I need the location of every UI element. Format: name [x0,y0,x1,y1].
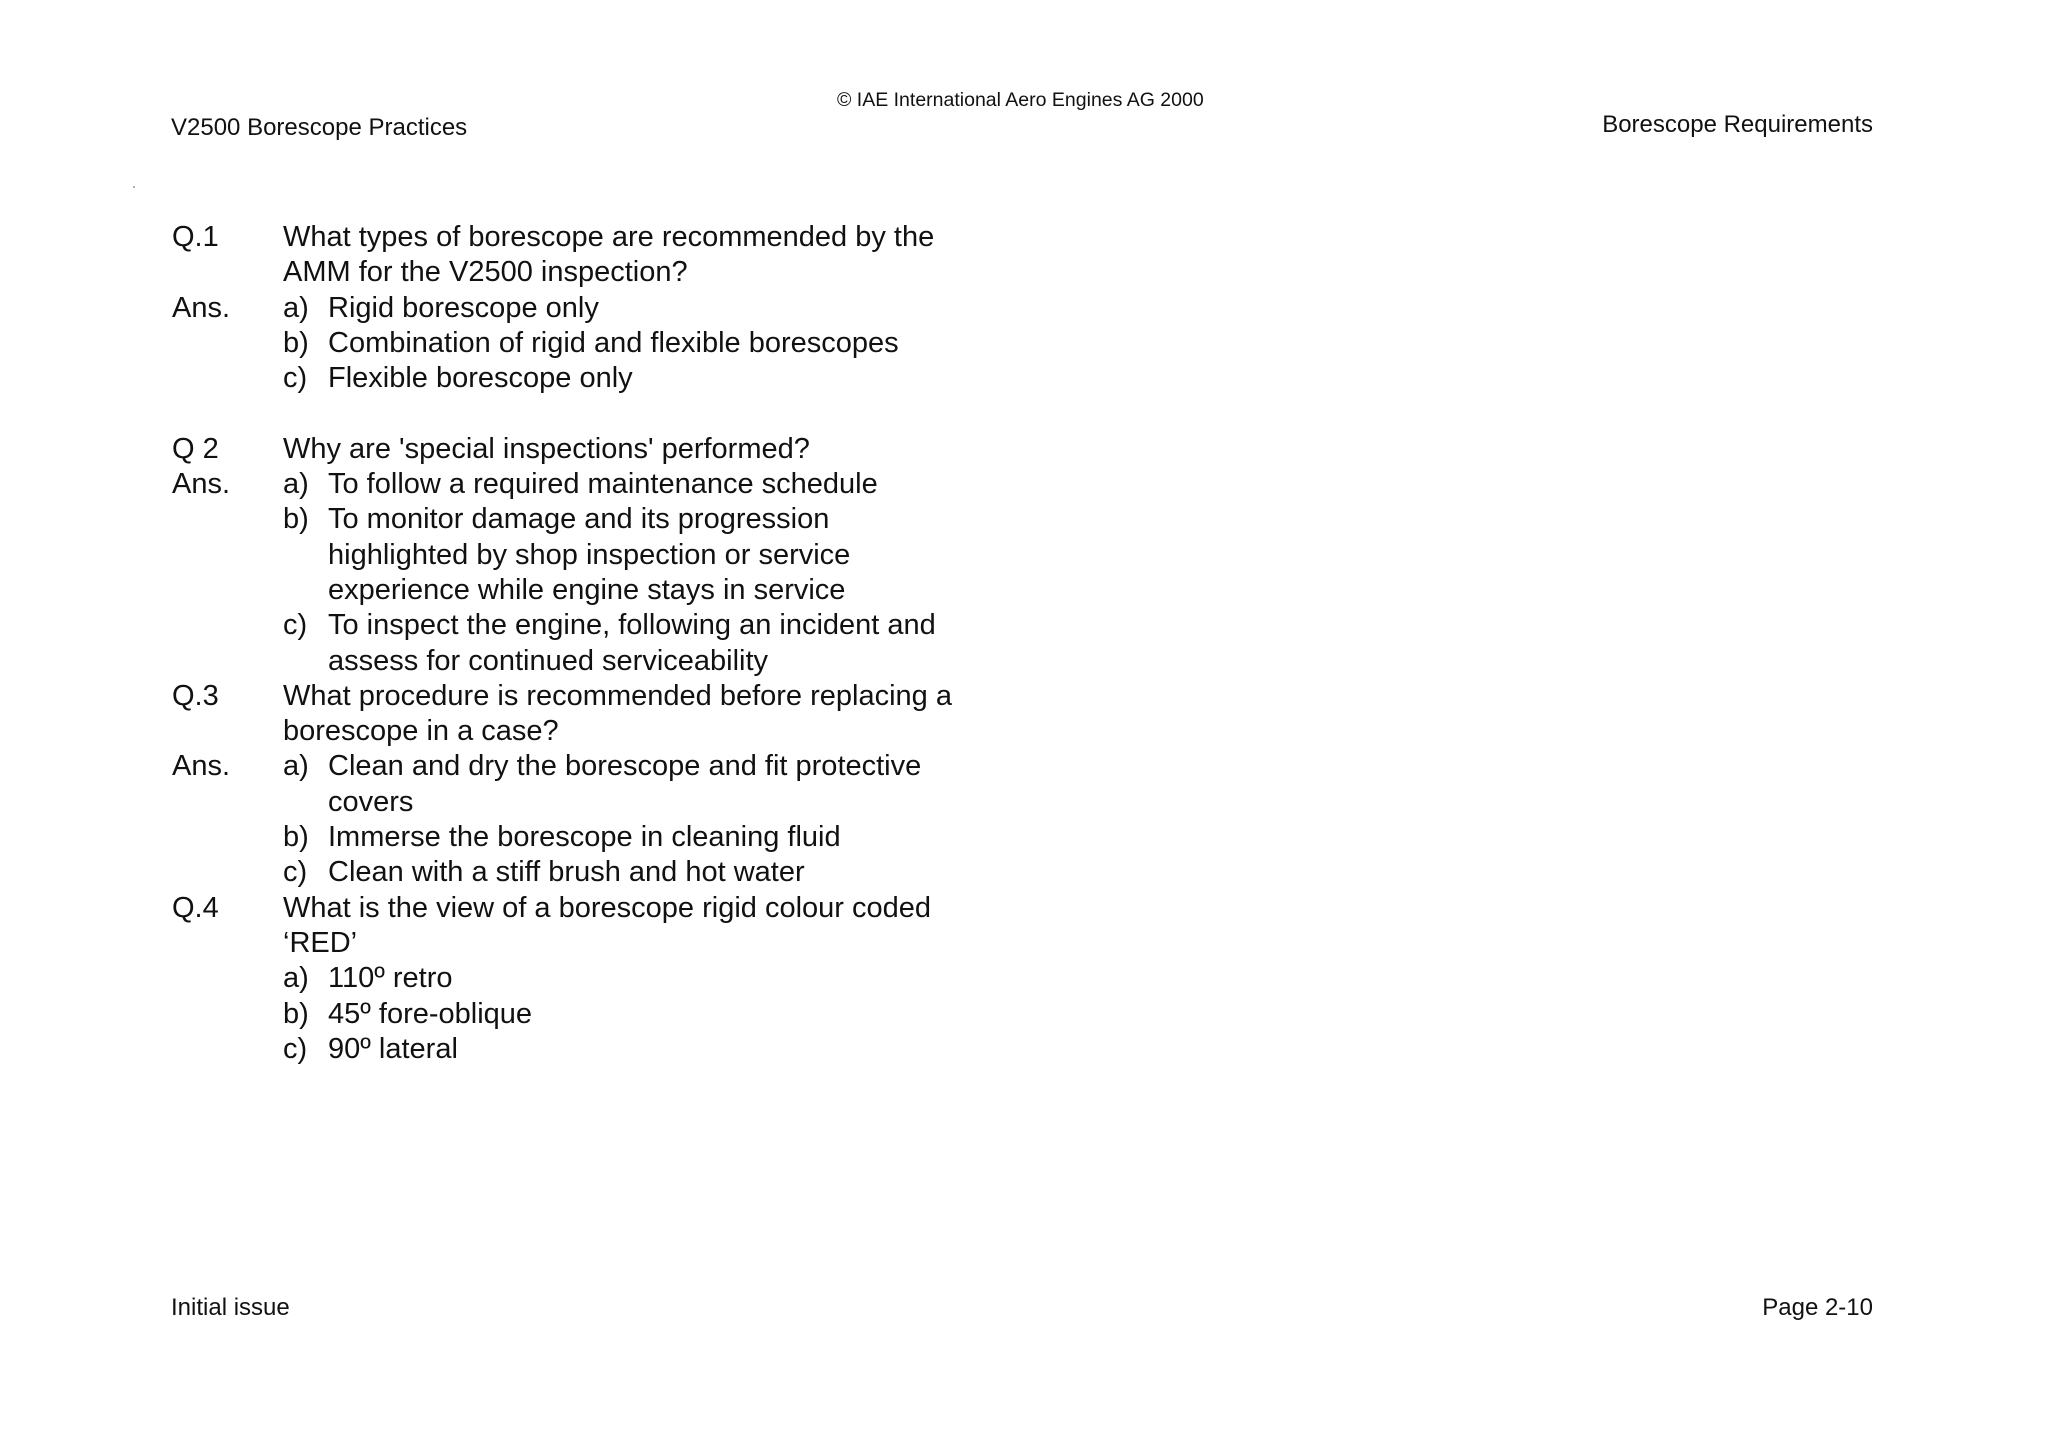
question-line: What procedure is recommended before replacing a [283,679,952,712]
option-line: Rigid borescope only [328,291,599,324]
option-text [328,997,992,1032]
answer-option [283,361,992,396]
option-line: highlighted by shop inspection or service [328,538,851,571]
option-mark: b) [283,326,309,359]
option-line: To inspect the engine, following an incident and [328,609,936,642]
option-mark: a) [283,750,309,783]
answer-options [283,961,992,1067]
option-text [328,1032,992,1067]
option-mark: a) [283,468,309,501]
answer-option [283,820,992,855]
option-mark: c) [283,609,308,642]
option-text [328,326,992,361]
question-row [172,891,992,962]
option-text [328,608,992,679]
option-line: Clean and dry the borescope and fit protective [328,750,922,783]
footer-page-number: Page 2-10 [1762,1294,1873,1321]
option-text [328,961,992,996]
question-text [283,432,992,467]
question-text [283,220,992,291]
question-line: ‘RED’ [283,926,358,959]
question-row [172,220,992,291]
answer-label: Ans. [172,750,231,783]
question-line: borescope in a case? [283,715,559,748]
option-mark: b) [283,503,309,536]
question-label: Q.3 [172,679,219,712]
option-text [328,749,992,820]
answer-options [283,291,992,397]
option-mark: c) [283,362,308,395]
answer-option [283,326,992,361]
question-list [172,220,992,1067]
question-block [172,679,992,891]
answer-option [283,749,992,820]
option-line: Flexible borescope only [328,362,633,395]
question-label: Q.4 [172,891,219,924]
option-text [328,361,992,396]
question-block [172,891,992,1067]
option-line: experience while engine stays in service [328,573,846,606]
option-line: 90º lateral [328,1032,458,1065]
answer-option [283,608,992,679]
answer-row [172,291,992,397]
answer-row [172,749,992,890]
answer-row [172,467,992,679]
question-line: AMM for the V2500 inspection? [283,256,688,289]
answer-label [172,961,283,1067]
answer-options [283,749,992,890]
question-row [172,679,992,750]
option-line: Combination of rigid and flexible borescopes [328,326,899,359]
question-line: Why are 'special inspections' performed? [283,432,810,465]
option-line: To monitor damage and its progression [328,503,830,536]
question-label: Q.1 [172,221,219,253]
answer-option [283,855,992,890]
option-line: 45º fore-oblique [328,997,533,1030]
option-line: assess for continued serviceability [328,644,769,677]
option-text [328,291,992,326]
option-mark: b) [283,997,309,1030]
answer-option [283,502,992,608]
footer-issue-status: Initial issue [171,1294,290,1321]
option-line: To follow a required maintenance schedule [328,468,878,501]
answer-option [283,1032,992,1067]
answer-option [283,291,992,326]
option-text [328,502,992,608]
option-text [328,467,992,502]
option-mark: c) [283,856,308,889]
question-label: Q 2 [172,432,219,465]
answer-label: Ans. [172,468,231,501]
header-copyright: © IAE International Aero Engines AG 2000 [837,89,1204,111]
header-document-title: V2500 Borescope Practices [171,114,468,141]
header-section-title: Borescope Requirements [1602,111,1873,138]
question-row [172,432,992,467]
option-line: Immerse the borescope in cleaning fluid [328,821,841,854]
scan-speck [133,186,135,188]
question-block [172,220,992,396]
option-mark: c) [283,1032,308,1065]
option-text [328,820,992,855]
option-text [328,855,992,890]
option-line: Clean with a stiff brush and hot water [328,856,805,889]
answer-row [172,961,992,1067]
option-line: covers [328,785,414,818]
answer-label: Ans. [172,291,231,324]
option-line: 110º retro [328,962,453,995]
question-block [172,432,992,679]
option-mark: a) [283,962,309,995]
question-text [283,679,992,750]
answer-options [283,467,992,679]
answer-option [283,467,992,502]
question-line: What types of borescope are recommended by the [283,221,935,253]
question-text [283,891,992,962]
option-mark: a) [283,291,309,324]
answer-option [283,997,992,1032]
option-mark: b) [283,821,309,854]
spacer [172,396,992,431]
question-line: What is the view of a borescope rigid colour coded [283,891,932,924]
answer-option [283,961,992,996]
